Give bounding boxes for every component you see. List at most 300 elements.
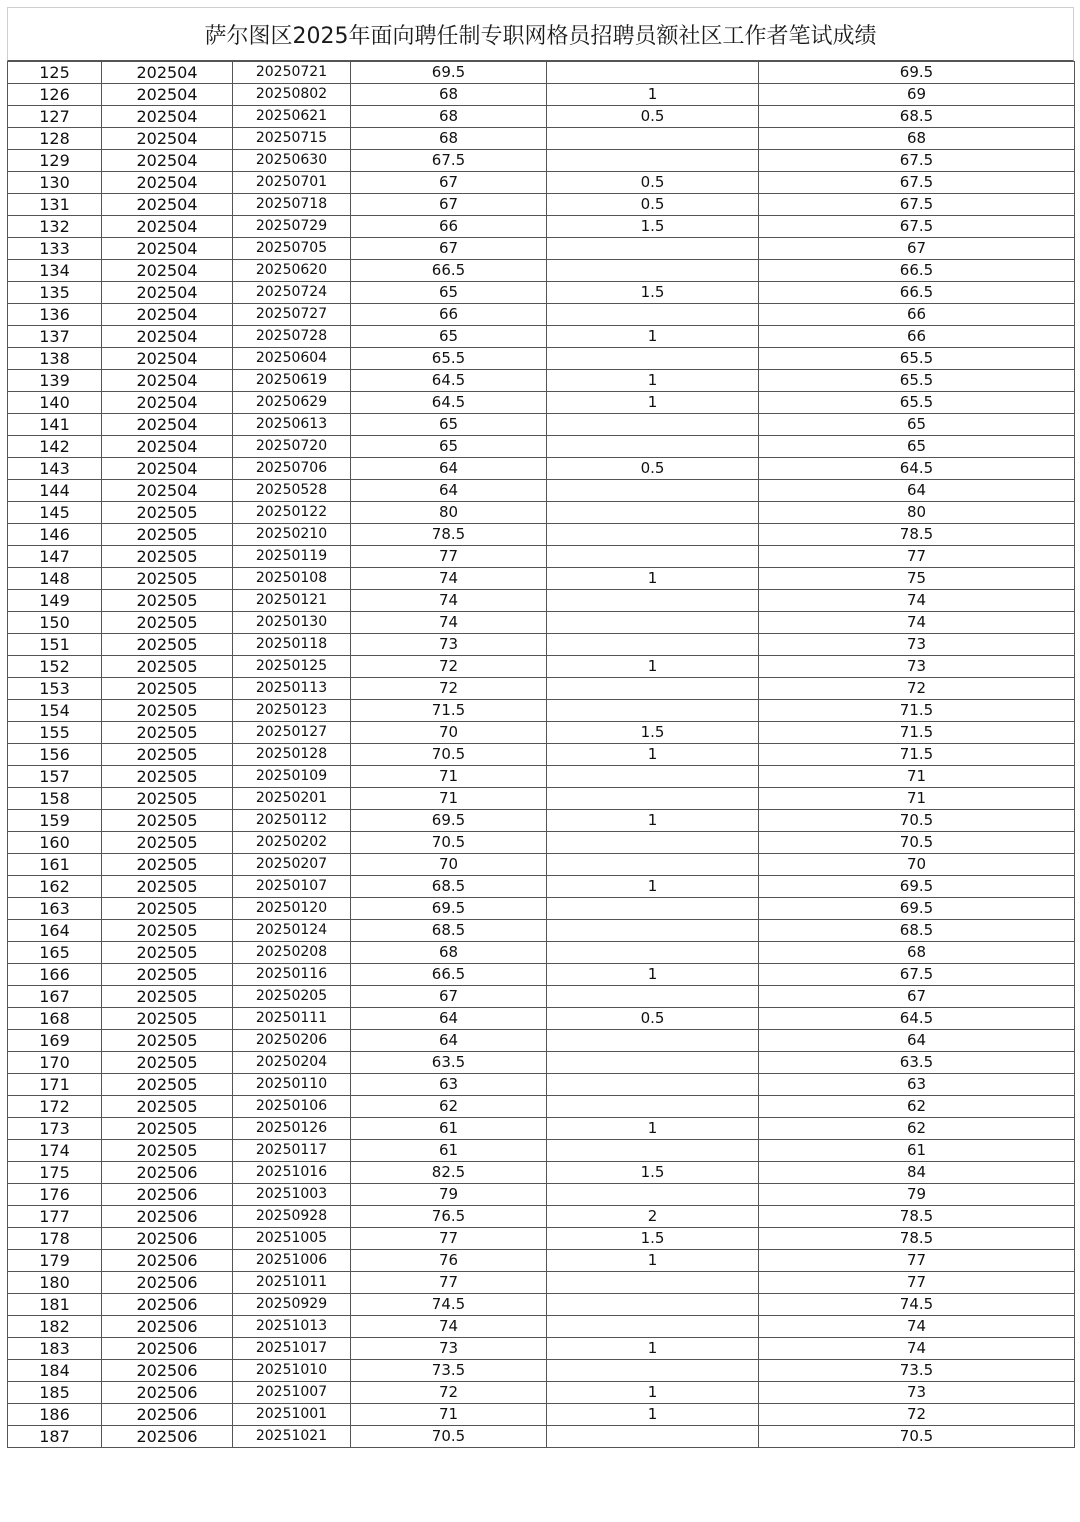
total-score-cell: 69.5 <box>759 876 1075 898</box>
bonus-points-cell: 0.5 <box>547 172 759 194</box>
position-code-cell: 202504 <box>102 216 233 238</box>
written-score-cell: 77 <box>351 1272 547 1294</box>
seq-cell: 130 <box>8 172 102 194</box>
exam-id-cell: 20251021 <box>233 1426 351 1448</box>
exam-id-cell: 20250128 <box>233 744 351 766</box>
table-row <box>8 546 1075 568</box>
total-score-cell: 80 <box>759 502 1075 524</box>
position-code-cell: 202505 <box>102 942 233 964</box>
total-score-cell: 69 <box>759 84 1075 106</box>
bonus-points-cell: 1.5 <box>547 282 759 304</box>
total-score-cell: 65 <box>759 436 1075 458</box>
position-code-cell: 202505 <box>102 854 233 876</box>
seq-cell: 173 <box>8 1118 102 1140</box>
written-score-cell: 68 <box>351 106 547 128</box>
table-row <box>8 898 1075 920</box>
position-code-cell: 202505 <box>102 1140 233 1162</box>
table-row <box>8 150 1075 172</box>
written-score-cell: 65 <box>351 436 547 458</box>
exam-id-cell: 20250112 <box>233 810 351 832</box>
bonus-points-cell <box>547 1272 759 1294</box>
written-score-cell: 67 <box>351 194 547 216</box>
table-row <box>8 1140 1075 1162</box>
seq-cell: 186 <box>8 1404 102 1426</box>
bonus-points-cell <box>547 304 759 326</box>
written-score-cell: 67 <box>351 986 547 1008</box>
total-score-cell: 62 <box>759 1118 1075 1140</box>
written-score-cell: 65.5 <box>351 348 547 370</box>
position-code-cell: 202504 <box>102 172 233 194</box>
bonus-points-cell <box>547 832 759 854</box>
bonus-points-cell <box>547 480 759 502</box>
total-score-cell: 69.5 <box>759 898 1075 920</box>
total-score-cell: 74 <box>759 612 1075 634</box>
total-score-cell: 64 <box>759 1030 1075 1052</box>
sheet-title: 萨尔图区2025年面向聘任制专职网格员招聘员额社区工作者笔试成绩 <box>7 7 1074 61</box>
written-score-cell: 67 <box>351 172 547 194</box>
exam-id-cell: 20250724 <box>233 282 351 304</box>
table-row <box>8 1162 1075 1184</box>
written-score-cell: 66.5 <box>351 964 547 986</box>
seq-cell: 147 <box>8 546 102 568</box>
position-code-cell: 202504 <box>102 436 233 458</box>
total-score-cell: 71.5 <box>759 722 1075 744</box>
table-row <box>8 304 1075 326</box>
total-score-cell: 78.5 <box>759 524 1075 546</box>
bonus-points-cell: 1 <box>547 568 759 590</box>
position-code-cell: 202505 <box>102 876 233 898</box>
written-score-cell: 65 <box>351 326 547 348</box>
exam-id-cell: 20250613 <box>233 414 351 436</box>
bonus-points-cell: 1 <box>547 876 759 898</box>
seq-cell: 172 <box>8 1096 102 1118</box>
bonus-points-cell: 1 <box>547 656 759 678</box>
table-row <box>8 1338 1075 1360</box>
exam-id-cell: 20251006 <box>233 1250 351 1272</box>
total-score-cell: 70.5 <box>759 810 1075 832</box>
seq-cell: 137 <box>8 326 102 348</box>
position-code-cell: 202505 <box>102 700 233 722</box>
seq-cell: 142 <box>8 436 102 458</box>
total-score-cell: 72 <box>759 678 1075 700</box>
written-score-cell: 68 <box>351 128 547 150</box>
seq-cell: 187 <box>8 1426 102 1448</box>
written-score-cell: 66.5 <box>351 260 547 282</box>
exam-id-cell: 20250124 <box>233 920 351 942</box>
score-table-body <box>8 62 1075 1448</box>
written-score-cell: 73 <box>351 1338 547 1360</box>
position-code-cell: 202505 <box>102 1008 233 1030</box>
total-score-cell: 77 <box>759 546 1075 568</box>
table-row <box>8 436 1075 458</box>
seq-cell: 125 <box>8 62 102 84</box>
total-score-cell: 66 <box>759 326 1075 348</box>
total-score-cell: 68 <box>759 128 1075 150</box>
seq-cell: 174 <box>8 1140 102 1162</box>
table-row <box>8 612 1075 634</box>
seq-cell: 129 <box>8 150 102 172</box>
position-code-cell: 202504 <box>102 106 233 128</box>
seq-cell: 149 <box>8 590 102 612</box>
position-code-cell: 202505 <box>102 1074 233 1096</box>
exam-id-cell: 20250125 <box>233 656 351 678</box>
total-score-cell: 67.5 <box>759 216 1075 238</box>
total-score-cell: 70 <box>759 854 1075 876</box>
position-code-cell: 202505 <box>102 634 233 656</box>
bonus-points-cell: 1.5 <box>547 216 759 238</box>
total-score-cell: 84 <box>759 1162 1075 1184</box>
bonus-points-cell <box>547 1294 759 1316</box>
total-score-cell: 63.5 <box>759 1052 1075 1074</box>
exam-id-cell: 20250206 <box>233 1030 351 1052</box>
total-score-cell: 66.5 <box>759 282 1075 304</box>
bonus-points-cell <box>547 348 759 370</box>
position-code-cell: 202506 <box>102 1426 233 1448</box>
position-code-cell: 202505 <box>102 986 233 1008</box>
position-code-cell: 202506 <box>102 1228 233 1250</box>
bonus-points-cell: 1.5 <box>547 1228 759 1250</box>
written-score-cell: 68 <box>351 84 547 106</box>
table-row <box>8 84 1075 106</box>
seq-cell: 131 <box>8 194 102 216</box>
exam-id-cell: 20250204 <box>233 1052 351 1074</box>
position-code-cell: 202505 <box>102 502 233 524</box>
total-score-cell: 67.5 <box>759 172 1075 194</box>
seq-cell: 182 <box>8 1316 102 1338</box>
exam-id-cell: 20250130 <box>233 612 351 634</box>
table-row <box>8 876 1075 898</box>
position-code-cell: 202506 <box>102 1250 233 1272</box>
position-code-cell: 202506 <box>102 1382 233 1404</box>
table-row <box>8 502 1075 524</box>
bonus-points-cell <box>547 1074 759 1096</box>
exam-id-cell: 20251011 <box>233 1272 351 1294</box>
bonus-points-cell <box>547 1030 759 1052</box>
exam-id-cell: 20250117 <box>233 1140 351 1162</box>
total-score-cell: 67.5 <box>759 964 1075 986</box>
written-score-cell: 65 <box>351 414 547 436</box>
table-row <box>8 326 1075 348</box>
written-score-cell: 71 <box>351 788 547 810</box>
bonus-points-cell <box>547 766 759 788</box>
position-code-cell: 202505 <box>102 810 233 832</box>
exam-id-cell: 20250210 <box>233 524 351 546</box>
written-score-cell: 64 <box>351 1030 547 1052</box>
written-score-cell: 76.5 <box>351 1206 547 1228</box>
bonus-points-cell <box>547 634 759 656</box>
bonus-points-cell: 2 <box>547 1206 759 1228</box>
seq-cell: 179 <box>8 1250 102 1272</box>
bonus-points-cell <box>547 62 759 84</box>
seq-cell: 154 <box>8 700 102 722</box>
exam-id-cell: 20250107 <box>233 876 351 898</box>
total-score-cell: 68.5 <box>759 106 1075 128</box>
table-row <box>8 942 1075 964</box>
seq-cell: 166 <box>8 964 102 986</box>
seq-cell: 162 <box>8 876 102 898</box>
position-code-cell: 202504 <box>102 150 233 172</box>
score-sheet <box>7 7 1074 1448</box>
seq-cell: 134 <box>8 260 102 282</box>
position-code-cell: 202506 <box>102 1184 233 1206</box>
seq-cell: 127 <box>8 106 102 128</box>
bonus-points-cell: 1 <box>547 1250 759 1272</box>
exam-id-cell: 20250116 <box>233 964 351 986</box>
exam-id-cell: 20250120 <box>233 898 351 920</box>
written-score-cell: 69.5 <box>351 62 547 84</box>
table-row <box>8 744 1075 766</box>
bonus-points-cell <box>547 150 759 172</box>
seq-cell: 164 <box>8 920 102 942</box>
written-score-cell: 70 <box>351 722 547 744</box>
bonus-points-cell <box>547 238 759 260</box>
seq-cell: 175 <box>8 1162 102 1184</box>
total-score-cell: 70.5 <box>759 1426 1075 1448</box>
written-score-cell: 61 <box>351 1118 547 1140</box>
exam-id-cell: 20250728 <box>233 326 351 348</box>
bonus-points-cell: 1 <box>547 392 759 414</box>
seq-cell: 126 <box>8 84 102 106</box>
table-row <box>8 854 1075 876</box>
table-row <box>8 1052 1075 1074</box>
position-code-cell: 202505 <box>102 744 233 766</box>
position-code-cell: 202504 <box>102 260 233 282</box>
table-row <box>8 414 1075 436</box>
bonus-points-cell <box>547 1316 759 1338</box>
total-score-cell: 64.5 <box>759 458 1075 480</box>
total-score-cell: 73 <box>759 1382 1075 1404</box>
written-score-cell: 64.5 <box>351 392 547 414</box>
position-code-cell: 202504 <box>102 84 233 106</box>
written-score-cell: 70.5 <box>351 832 547 854</box>
position-code-cell: 202506 <box>102 1294 233 1316</box>
total-score-cell: 65.5 <box>759 370 1075 392</box>
exam-id-cell: 20250205 <box>233 986 351 1008</box>
seq-cell: 184 <box>8 1360 102 1382</box>
bonus-points-cell: 1.5 <box>547 1162 759 1184</box>
exam-id-cell: 20250201 <box>233 788 351 810</box>
seq-cell: 183 <box>8 1338 102 1360</box>
exam-id-cell: 20250110 <box>233 1074 351 1096</box>
written-score-cell: 61 <box>351 1140 547 1162</box>
bonus-points-cell <box>547 1426 759 1448</box>
total-score-cell: 73 <box>759 656 1075 678</box>
exam-id-cell: 20250621 <box>233 106 351 128</box>
written-score-cell: 78.5 <box>351 524 547 546</box>
position-code-cell: 202504 <box>102 458 233 480</box>
table-row <box>8 722 1075 744</box>
exam-id-cell: 20250208 <box>233 942 351 964</box>
written-score-cell: 73.5 <box>351 1360 547 1382</box>
position-code-cell: 202504 <box>102 370 233 392</box>
written-score-cell: 74 <box>351 568 547 590</box>
total-score-cell: 64.5 <box>759 1008 1075 1030</box>
seq-cell: 177 <box>8 1206 102 1228</box>
bonus-points-cell: 1 <box>547 964 759 986</box>
written-score-cell: 64 <box>351 458 547 480</box>
position-code-cell: 202505 <box>102 766 233 788</box>
written-score-cell: 79 <box>351 1184 547 1206</box>
bonus-points-cell: 1 <box>547 1404 759 1426</box>
exam-id-cell: 20250619 <box>233 370 351 392</box>
seq-cell: 185 <box>8 1382 102 1404</box>
total-score-cell: 72 <box>759 1404 1075 1426</box>
exam-id-cell: 20250122 <box>233 502 351 524</box>
table-row <box>8 458 1075 480</box>
bonus-points-cell: 1 <box>547 370 759 392</box>
table-row <box>8 590 1075 612</box>
position-code-cell: 202506 <box>102 1338 233 1360</box>
exam-id-cell: 20250106 <box>233 1096 351 1118</box>
seq-cell: 139 <box>8 370 102 392</box>
total-score-cell: 64 <box>759 480 1075 502</box>
seq-cell: 180 <box>8 1272 102 1294</box>
total-score-cell: 79 <box>759 1184 1075 1206</box>
total-score-cell: 77 <box>759 1272 1075 1294</box>
position-code-cell: 202504 <box>102 326 233 348</box>
bonus-points-cell: 0.5 <box>547 194 759 216</box>
position-code-cell: 202505 <box>102 788 233 810</box>
total-score-cell: 65 <box>759 414 1075 436</box>
position-code-cell: 202506 <box>102 1404 233 1426</box>
seq-cell: 171 <box>8 1074 102 1096</box>
written-score-cell: 71 <box>351 1404 547 1426</box>
seq-cell: 178 <box>8 1228 102 1250</box>
written-score-cell: 68 <box>351 942 547 964</box>
total-score-cell: 63 <box>759 1074 1075 1096</box>
exam-id-cell: 20250715 <box>233 128 351 150</box>
exam-id-cell: 20250119 <box>233 546 351 568</box>
written-score-cell: 66 <box>351 304 547 326</box>
total-score-cell: 62 <box>759 1096 1075 1118</box>
exam-id-cell: 20250721 <box>233 62 351 84</box>
total-score-cell: 67 <box>759 238 1075 260</box>
total-score-cell: 73.5 <box>759 1360 1075 1382</box>
exam-id-cell: 20250718 <box>233 194 351 216</box>
bonus-points-cell <box>547 546 759 568</box>
exam-id-cell: 20250123 <box>233 700 351 722</box>
seq-cell: 169 <box>8 1030 102 1052</box>
table-row <box>8 634 1075 656</box>
exam-id-cell: 20250705 <box>233 238 351 260</box>
bonus-points-cell: 1 <box>547 810 759 832</box>
bonus-points-cell <box>547 1052 759 1074</box>
bonus-points-cell <box>547 524 759 546</box>
score-table <box>7 61 1075 1448</box>
total-score-cell: 68.5 <box>759 920 1075 942</box>
table-row <box>8 1426 1075 1448</box>
exam-id-cell: 20250720 <box>233 436 351 458</box>
total-score-cell: 74 <box>759 1338 1075 1360</box>
bonus-points-cell <box>547 1184 759 1206</box>
bonus-points-cell: 1.5 <box>547 722 759 744</box>
table-row <box>8 1382 1075 1404</box>
written-score-cell: 74 <box>351 590 547 612</box>
bonus-points-cell: 0.5 <box>547 106 759 128</box>
exam-id-cell: 20250701 <box>233 172 351 194</box>
table-row <box>8 480 1075 502</box>
exam-id-cell: 20250928 <box>233 1206 351 1228</box>
table-row <box>8 1404 1075 1426</box>
position-code-cell: 202506 <box>102 1162 233 1184</box>
bonus-points-cell <box>547 590 759 612</box>
total-score-cell: 75 <box>759 568 1075 590</box>
bonus-points-cell <box>547 1360 759 1382</box>
total-score-cell: 78.5 <box>759 1206 1075 1228</box>
total-score-cell: 78.5 <box>759 1228 1075 1250</box>
table-row <box>8 392 1075 414</box>
written-score-cell: 76 <box>351 1250 547 1272</box>
total-score-cell: 73 <box>759 634 1075 656</box>
exam-id-cell: 20251005 <box>233 1228 351 1250</box>
total-score-cell: 71.5 <box>759 700 1075 722</box>
position-code-cell: 202505 <box>102 964 233 986</box>
seq-cell: 158 <box>8 788 102 810</box>
table-row <box>8 568 1075 590</box>
bonus-points-cell: 1 <box>547 744 759 766</box>
bonus-points-cell <box>547 788 759 810</box>
exam-id-cell: 20250108 <box>233 568 351 590</box>
total-score-cell: 67.5 <box>759 150 1075 172</box>
table-row <box>8 348 1075 370</box>
total-score-cell: 71 <box>759 788 1075 810</box>
written-score-cell: 64 <box>351 480 547 502</box>
exam-id-cell: 20250802 <box>233 84 351 106</box>
total-score-cell: 68 <box>759 942 1075 964</box>
seq-cell: 146 <box>8 524 102 546</box>
written-score-cell: 70.5 <box>351 744 547 766</box>
written-score-cell: 70 <box>351 854 547 876</box>
bonus-points-cell <box>547 920 759 942</box>
total-score-cell: 69.5 <box>759 62 1075 84</box>
exam-id-cell: 20250111 <box>233 1008 351 1030</box>
seq-cell: 155 <box>8 722 102 744</box>
position-code-cell: 202505 <box>102 1096 233 1118</box>
total-score-cell: 66.5 <box>759 260 1075 282</box>
position-code-cell: 202504 <box>102 238 233 260</box>
written-score-cell: 69.5 <box>351 810 547 832</box>
exam-id-cell: 20250207 <box>233 854 351 876</box>
table-row <box>8 678 1075 700</box>
written-score-cell: 72 <box>351 1382 547 1404</box>
total-score-cell: 74 <box>759 1316 1075 1338</box>
position-code-cell: 202505 <box>102 1030 233 1052</box>
written-score-cell: 63 <box>351 1074 547 1096</box>
total-score-cell: 65.5 <box>759 392 1075 414</box>
position-code-cell: 202506 <box>102 1316 233 1338</box>
bonus-points-cell <box>547 260 759 282</box>
position-code-cell: 202504 <box>102 414 233 436</box>
seq-cell: 153 <box>8 678 102 700</box>
position-code-cell: 202505 <box>102 656 233 678</box>
position-code-cell: 202506 <box>102 1360 233 1382</box>
bonus-points-cell <box>547 128 759 150</box>
table-row <box>8 788 1075 810</box>
written-score-cell: 73 <box>351 634 547 656</box>
seq-cell: 167 <box>8 986 102 1008</box>
exam-id-cell: 20251017 <box>233 1338 351 1360</box>
total-score-cell: 61 <box>759 1140 1075 1162</box>
table-row <box>8 128 1075 150</box>
table-row <box>8 964 1075 986</box>
seq-cell: 143 <box>8 458 102 480</box>
written-score-cell: 72 <box>351 656 547 678</box>
table-row <box>8 1250 1075 1272</box>
table-row <box>8 260 1075 282</box>
seq-cell: 152 <box>8 656 102 678</box>
written-score-cell: 63.5 <box>351 1052 547 1074</box>
seq-cell: 128 <box>8 128 102 150</box>
